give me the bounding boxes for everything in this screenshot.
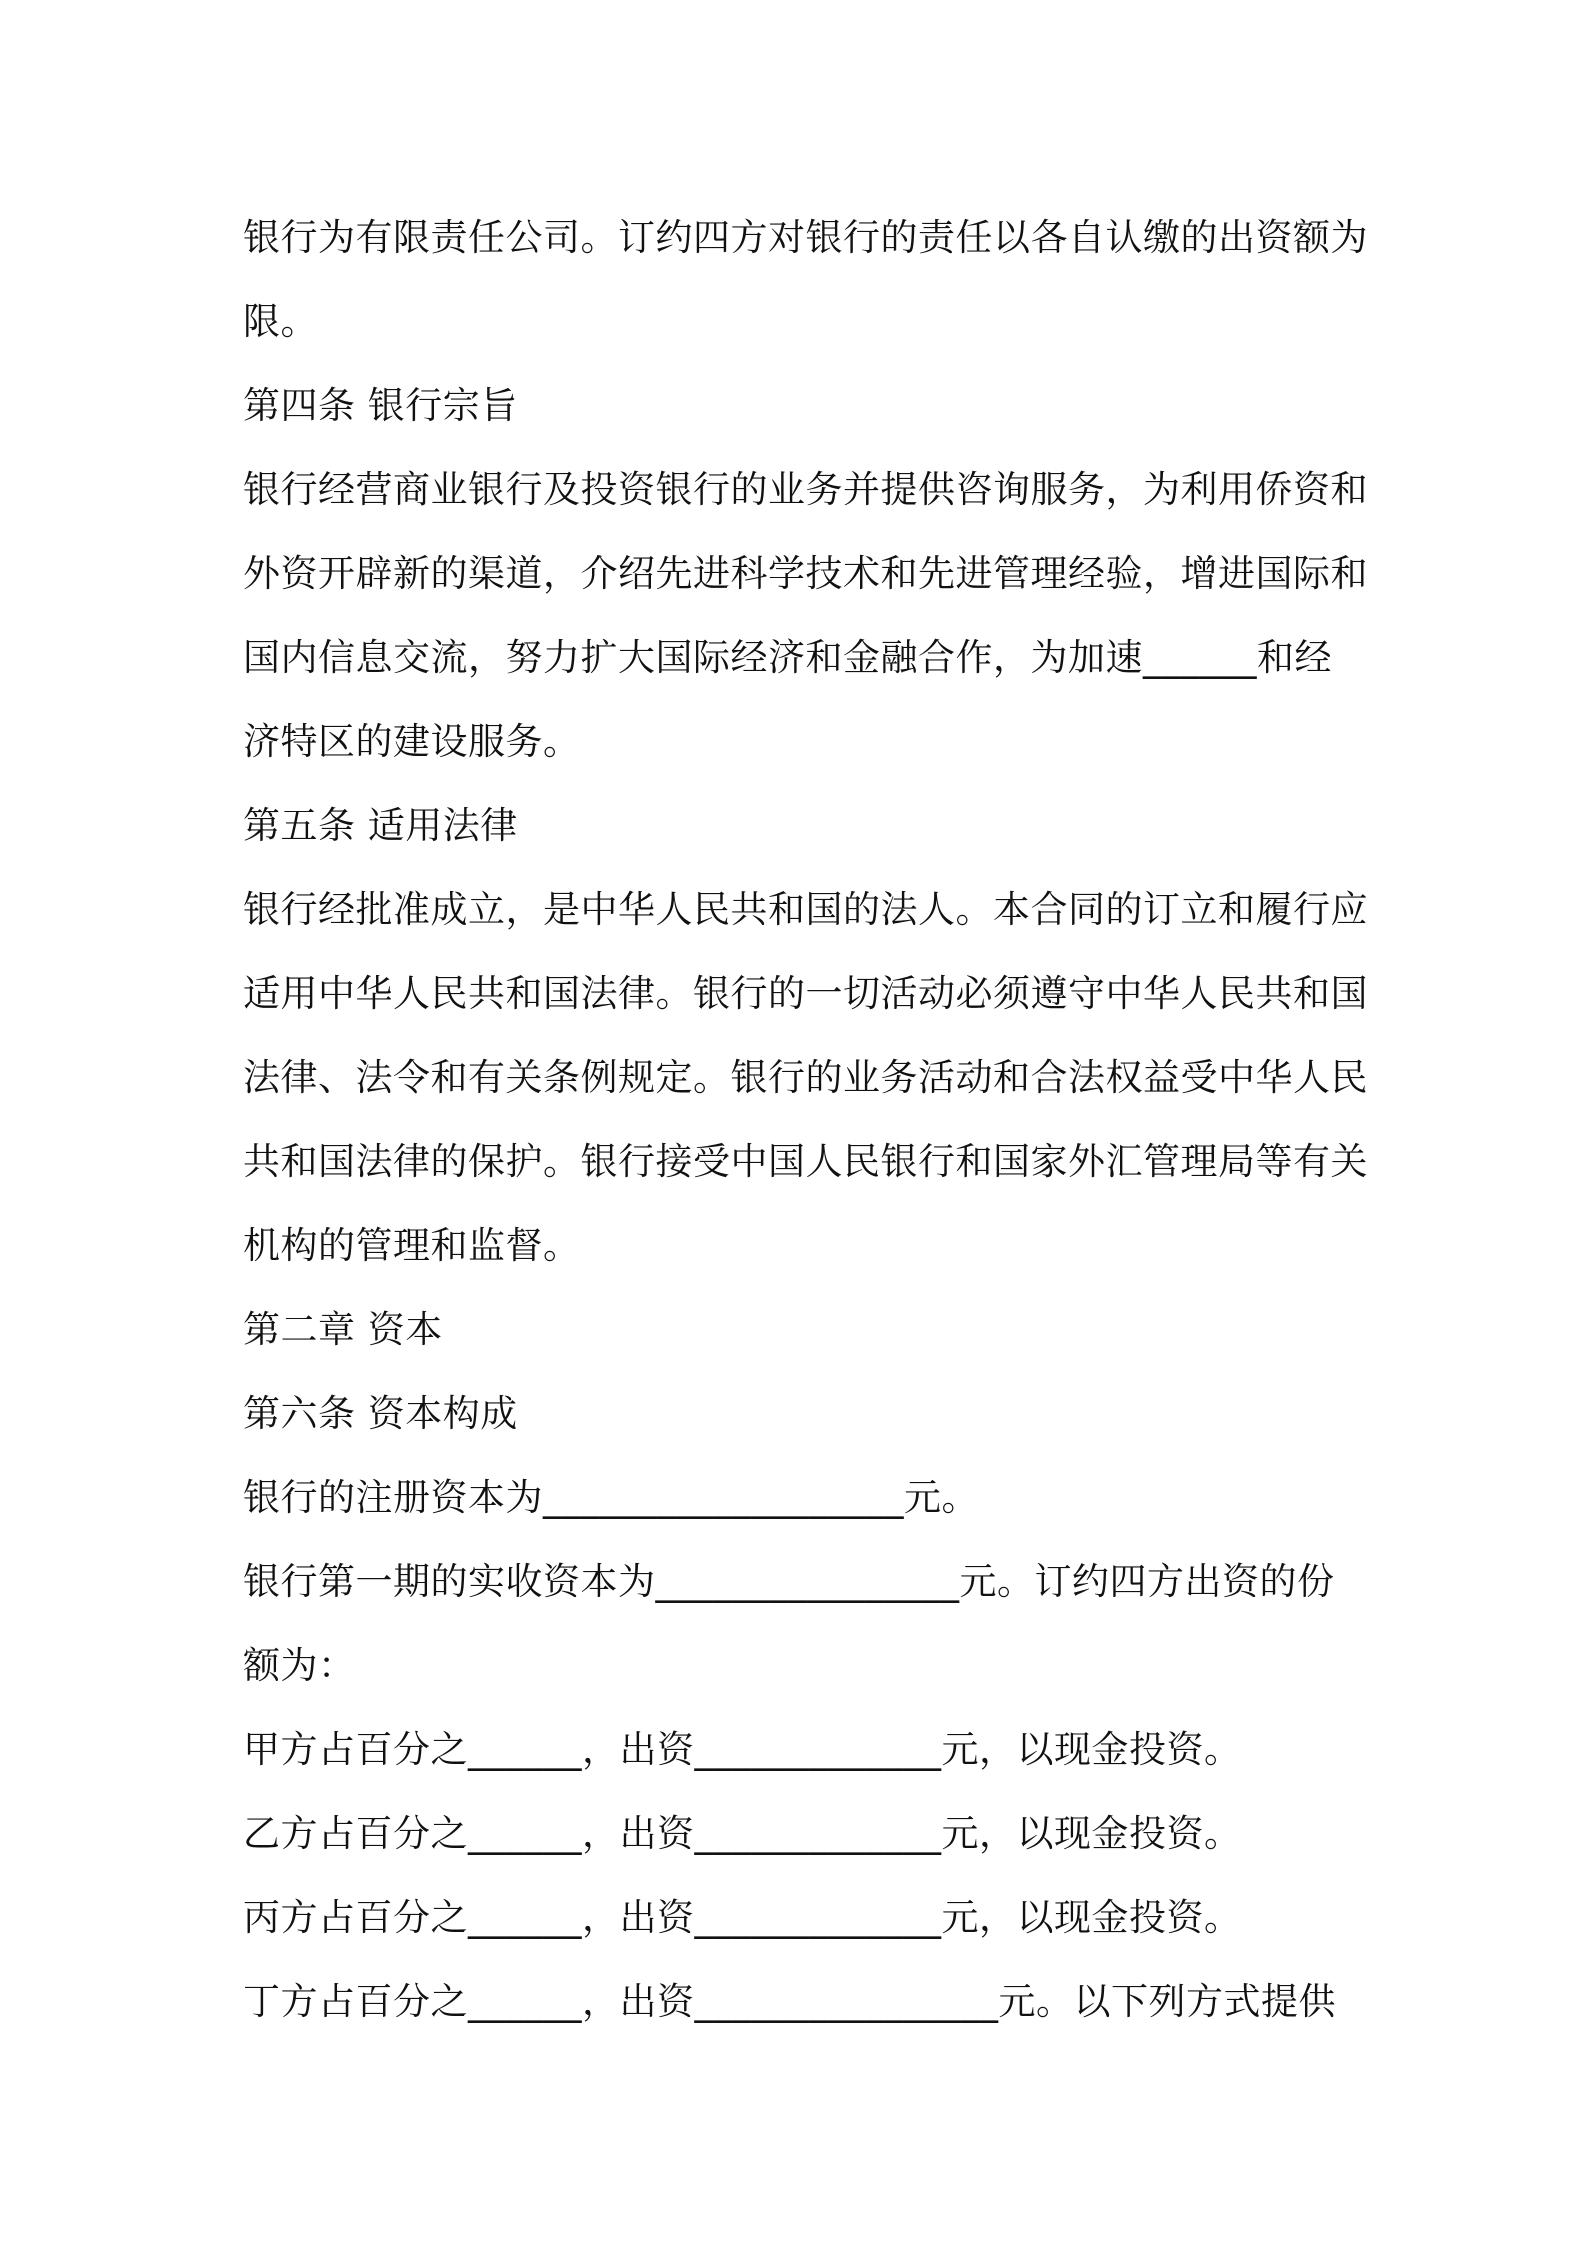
paragraph-line: 机构的管理和监督。 bbox=[243, 1224, 581, 1267]
paragraph-line: 适用中华人民共和国法律。银行的一切活动必须遵守中华人民共和国 bbox=[243, 972, 1368, 1015]
paragraph-line: 法律、法令和有关条例规定。银行的业务活动和合法权益受中华人民 bbox=[243, 1056, 1368, 1099]
paragraph-line: 银行第一期的实收资本为________________元。订约四方出资的份 bbox=[243, 1560, 1335, 1603]
chapter-heading: 第二章 资本 bbox=[243, 1308, 443, 1351]
paragraph-line: 共和国法律的保护。银行接受中国人民银行和国家外汇管理局等有关 bbox=[243, 1140, 1368, 1183]
paragraph-line: 银行经营商业银行及投资银行的业务并提供咨询服务，为利用侨资和 bbox=[243, 468, 1368, 511]
paragraph-line: 银行经批准成立，是中华人民共和国的法人。本合同的订立和履行应 bbox=[243, 888, 1368, 931]
article-heading: 第五条 适用法律 bbox=[243, 804, 518, 847]
document-page bbox=[243, 196, 1368, 2044]
contribution-line: 丙方占百分之______，出资_____________元，以现金投资。 bbox=[243, 1896, 1242, 1939]
paragraph-line: 银行为有限责任公司。订约四方对银行的责任以各自认缴的出资额为 bbox=[243, 216, 1368, 259]
paragraph-line: 限。 bbox=[243, 300, 318, 343]
contribution-line: 乙方占百分之______，出资_____________元，以现金投资。 bbox=[243, 1812, 1242, 1855]
paragraph-line: 银行的注册资本为___________________元。 bbox=[243, 1476, 979, 1519]
article-heading: 第六条 资本构成 bbox=[243, 1392, 518, 1435]
article-heading: 第四条 银行宗旨 bbox=[243, 384, 518, 427]
paragraph-line: 国内信息交流，努力扩大国际经济和金融合作，为加速______和经 bbox=[243, 636, 1332, 679]
contribution-line: 丁方占百分之______，出资________________元。以下列方式提供 bbox=[243, 1980, 1336, 2023]
contribution-line: 甲方占百分之______，出资_____________元，以现金投资。 bbox=[243, 1728, 1242, 1771]
paragraph-line: 济特区的建设服务。 bbox=[243, 720, 581, 763]
paragraph-line: 额为： bbox=[243, 1644, 356, 1687]
paragraph-line: 外资开辟新的渠道，介绍先进科学技术和先进管理经验，增进国际和 bbox=[243, 552, 1368, 595]
